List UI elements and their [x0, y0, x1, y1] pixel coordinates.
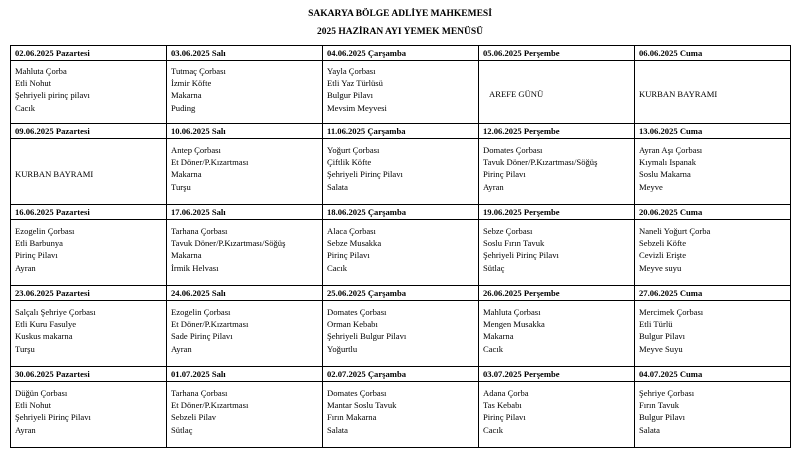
- meal-item: Makarna: [483, 331, 514, 342]
- day-date-cell: 16.06.2025 Pazartesi: [11, 205, 167, 220]
- meal-item: Salata: [327, 424, 348, 435]
- meal-item: Makarna: [171, 250, 202, 261]
- meal-item: Turşu: [15, 343, 35, 354]
- meal-item: Salata: [639, 424, 660, 435]
- meal-item: İzmir Köfte: [171, 78, 212, 89]
- date-row: [11, 46, 791, 61]
- day-menu-cell: [323, 382, 479, 448]
- meal-item: Tavuk Döner/P.Kızartması/Söğüş: [483, 157, 598, 168]
- meal-item: Cevizli Erişte: [639, 250, 687, 261]
- meal-item: Etli Yaz Türlüsü: [327, 78, 383, 89]
- day-menu-cell: [635, 139, 791, 205]
- meal-item: Etli Kuru Fasulye: [15, 319, 77, 330]
- day-menu-cell: [635, 61, 791, 124]
- day-date-cell: 03.07.2025 Perşembe: [479, 367, 635, 382]
- meal-item: Domates Çorbası: [483, 145, 543, 155]
- meal-item: Yoğurtlu: [327, 343, 358, 354]
- meal-item: Etli Barbunya: [15, 238, 63, 249]
- holiday-note: AREFE GÜNÜ: [489, 88, 544, 99]
- meal-item: Bulgur Pilavı: [639, 331, 686, 342]
- day-date-cell: 02.07.2025 Çarşamba: [323, 367, 479, 382]
- meal-item: Şehriyeli Pirinç Pilavı: [327, 169, 403, 180]
- meal-item: Bulgur Pilavı: [327, 90, 374, 101]
- meal-item: Antep Çorbası: [171, 145, 221, 155]
- day-menu-cell: [635, 220, 791, 286]
- meal-item: Tas Kebabı: [483, 400, 522, 411]
- holiday-note: KURBAN BAYRAMI: [15, 168, 94, 179]
- day-date-cell: 26.06.2025 Perşembe: [479, 286, 635, 301]
- meal-item: Et Döner/P.Kızartması: [171, 400, 249, 411]
- day-date-cell: 01.07.2025 Salı: [167, 367, 323, 382]
- meal-item: Tutmaç Çorbası: [171, 66, 226, 76]
- date-row: [11, 205, 791, 220]
- meal-item: Pirinç Pilavı: [483, 169, 526, 180]
- day-menu-cell: [11, 139, 167, 205]
- day-date-cell: 24.06.2025 Salı: [167, 286, 323, 301]
- meal-item: Şehriyeli pirinç pilavı: [15, 90, 90, 101]
- meal-row: [11, 301, 791, 367]
- meal-item: Ayran: [15, 262, 36, 273]
- meal-item: Soslu Makarna: [639, 169, 691, 180]
- meal-item: Naneli Yoğurt Çorba: [639, 226, 711, 236]
- meal-row: [11, 139, 791, 205]
- meal-item: Turşu: [171, 181, 191, 192]
- meal-item: Sebze Çorbası: [483, 226, 533, 236]
- holiday-note-wrap: [639, 65, 786, 123]
- day-date-cell: 12.06.2025 Perşembe: [479, 124, 635, 139]
- meal-item: Fırın Makarna: [327, 412, 377, 423]
- day-date-cell: 04.07.2025 Cuma: [635, 367, 791, 382]
- meal-item: Meyve Suyu: [639, 343, 683, 354]
- day-menu-cell: [323, 220, 479, 286]
- holiday-note-wrap: [483, 65, 630, 123]
- day-date-cell: 06.06.2025 Cuma: [635, 46, 791, 61]
- meal-item: Kıymalı Ispanak: [639, 157, 697, 168]
- day-menu-cell: [11, 61, 167, 124]
- meal-row: [11, 61, 791, 124]
- menu-table: [10, 45, 791, 448]
- meal-item: Mantar Soslu Tavuk: [327, 400, 397, 411]
- day-date-cell: 25.06.2025 Çarşamba: [323, 286, 479, 301]
- day-menu-cell: [479, 301, 635, 367]
- day-date-cell: 20.06.2025 Cuma: [635, 205, 791, 220]
- day-menu-cell: [479, 61, 635, 124]
- meal-item: Çiftlik Köfte: [327, 157, 372, 168]
- holiday-note-wrap: [15, 144, 162, 204]
- meal-item: Cacık: [483, 424, 504, 435]
- meal-item: Salçalı Şehriye Çorbası: [15, 307, 96, 317]
- meal-item: Ayran Aşı Çorbası: [639, 145, 703, 155]
- meal-item: Tarhana Çorbası: [171, 226, 228, 236]
- meal-item: Şehriyeli Pirinç Pilavı: [15, 412, 91, 423]
- meal-item: Soslu Fırın Tavuk: [483, 238, 545, 249]
- meal-item: Alaca Çorbası: [327, 226, 376, 236]
- meal-item: Pirinç Pilavı: [327, 250, 370, 261]
- meal-item: Salata: [327, 181, 348, 192]
- meal-item: Cacık: [483, 343, 504, 354]
- meal-item: Mahluta Çorbası: [483, 307, 541, 317]
- meal-item: Meyve suyu: [639, 262, 682, 273]
- meal-item: Düğün Çorbası: [15, 388, 68, 398]
- meal-item: Sütlaç: [171, 424, 193, 435]
- meal-item: Ezogelin Çorbası: [171, 307, 231, 317]
- day-menu-cell: [635, 382, 791, 448]
- meal-item: Makarna: [171, 169, 202, 180]
- day-date-cell: 05.06.2025 Perşembe: [479, 46, 635, 61]
- meal-item: Domates Çorbası: [327, 388, 387, 398]
- meal-item: Sütlaç: [483, 262, 505, 273]
- meal-row: [11, 382, 791, 448]
- day-date-cell: 19.06.2025 Perşembe: [479, 205, 635, 220]
- meal-item: Mercimek Çorbası: [639, 307, 704, 317]
- meal-item: Sebze Musakka: [327, 238, 382, 249]
- meal-item: Mevsim Meyvesi: [327, 102, 387, 113]
- day-menu-cell: [323, 301, 479, 367]
- meal-item: Puding: [171, 102, 196, 113]
- meal-item: Sebzeli Köfte: [639, 238, 687, 249]
- meal-item: Etli Nohut: [15, 400, 52, 411]
- day-date-cell: 17.06.2025 Salı: [167, 205, 323, 220]
- day-date-cell: 09.06.2025 Pazartesi: [11, 124, 167, 139]
- day-date-cell: 27.06.2025 Cuma: [635, 286, 791, 301]
- document-subtitle: 2025 HAZİRAN AYI YEMEK MENÜSÜ: [316, 27, 484, 37]
- meal-item: Şehriyeli Bulgur Pilavı: [327, 331, 407, 342]
- meal-row: [11, 220, 791, 286]
- day-menu-cell: [167, 301, 323, 367]
- day-menu-cell: [167, 382, 323, 448]
- meal-item: Mahluta Çorba: [15, 66, 67, 76]
- meal-item: Et Döner/P.Kızartması: [171, 319, 249, 330]
- day-menu-cell: [167, 139, 323, 205]
- day-menu-cell: [323, 139, 479, 205]
- day-date-cell: 02.06.2025 Pazartesi: [11, 46, 167, 61]
- day-menu-cell: [635, 301, 791, 367]
- day-menu-cell: [323, 61, 479, 124]
- meal-item: Sade Pirinç Pilavı: [171, 331, 233, 342]
- day-menu-cell: [11, 382, 167, 448]
- day-menu-cell: [167, 220, 323, 286]
- meal-item: Tavuk Döner/P.Kızartması/Söğüş: [171, 238, 286, 249]
- meal-item: Meyve: [639, 181, 663, 192]
- day-date-cell: 03.06.2025 Salı: [167, 46, 323, 61]
- holiday-note: KURBAN BAYRAMI: [639, 88, 718, 99]
- meal-item: Mengen Musakka: [483, 319, 545, 330]
- day-date-cell: 10.06.2025 Salı: [167, 124, 323, 139]
- day-date-cell: 30.06.2025 Pazartesi: [11, 367, 167, 382]
- meal-item: Yoğurt Çorbası: [327, 145, 380, 155]
- meal-item: Domates Çorbası: [327, 307, 387, 317]
- meal-item: Cacık: [15, 102, 36, 113]
- day-menu-cell: [11, 220, 167, 286]
- meal-item: Etli Nohut: [15, 78, 52, 89]
- day-date-cell: 23.06.2025 Pazartesi: [11, 286, 167, 301]
- meal-item: Yayla Çorbası: [327, 66, 376, 76]
- day-menu-cell: [479, 139, 635, 205]
- meal-item: Et Döner/P.Kızartması: [171, 157, 249, 168]
- meal-item: Cacık: [327, 262, 348, 273]
- meal-item: Etli Türlü: [639, 319, 673, 330]
- meal-item: Sebzeli Pilav: [171, 412, 217, 423]
- meal-item: Şehriye Çorbası: [639, 388, 695, 398]
- meal-item: Pirinç Pilavı: [15, 250, 58, 261]
- meal-item: Pirinç Pilavı: [483, 412, 526, 423]
- date-row: [11, 124, 791, 139]
- meal-item: Adana Çorba: [483, 388, 529, 398]
- meal-item: Şehriyeli Pirinç Pilavı: [483, 250, 559, 261]
- meal-item: Tarhana Çorbası: [171, 388, 228, 398]
- day-menu-cell: [479, 382, 635, 448]
- day-date-cell: 11.06.2025 Çarşamba: [323, 124, 479, 139]
- meal-item: Fırın Tavuk: [639, 400, 680, 411]
- meal-item: Ayran: [483, 181, 504, 192]
- meal-item: Kuskus makarna: [15, 331, 73, 342]
- date-row: [11, 367, 791, 382]
- meal-item: Ayran: [171, 343, 192, 354]
- meal-item: Ayran: [15, 424, 36, 435]
- meal-item: Makarna: [171, 90, 202, 101]
- day-date-cell: 18.06.2025 Çarşamba: [323, 205, 479, 220]
- day-date-cell: 13.06.2025 Cuma: [635, 124, 791, 139]
- day-menu-cell: [11, 301, 167, 367]
- day-menu-cell: [167, 61, 323, 124]
- meal-item: İrmik Helvası: [171, 262, 219, 273]
- date-row: [11, 286, 791, 301]
- meal-item: Ezogelin Çorbası: [15, 226, 75, 236]
- meal-item: Bulgur Pilavı: [639, 412, 686, 423]
- meal-item: Orman Kebabı: [327, 319, 378, 330]
- day-date-cell: 04.06.2025 Çarşamba: [323, 46, 479, 61]
- day-menu-cell: [479, 220, 635, 286]
- document-title: SAKARYA BÖLGE ADLİYE MAHKEMESİ: [308, 9, 492, 19]
